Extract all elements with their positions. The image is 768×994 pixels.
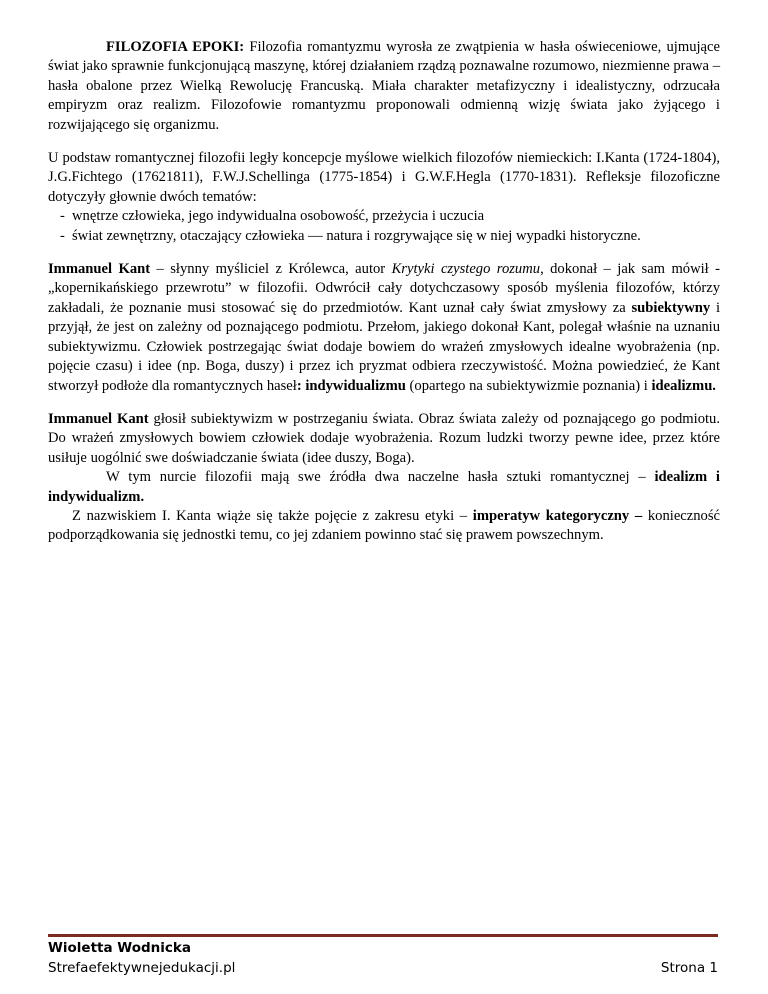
name-highlight: Immanuel Kant — [48, 410, 149, 427]
paragraph-text: Filozofia romantyzmu wyrosła ze zwątpienia w hasła oświeceniowe, ujmujące świat jako sprawnie funkcjonującą maszynę, której działaniem rządzą poznawalne rozumowo, niezmienne prawa – hasła obalone przez Wielką Rewolucję Francuską. Miała charakter metafizyczny i idealistyczny, odrzucała empiryzm oraz realizm. Filozofowie romantyzmu proponowali odmienną wizję świata jako żyjącego i rozwijającego się organizmu. — [48, 39, 720, 133]
term-highlight: subiektywny — [631, 299, 711, 316]
section-heading: FILOZOFIA EPOKI: — [106, 39, 245, 55]
list-item-text: wnętrze człowieka, jego indywidualna osobowość, przeżycia i uczucia — [72, 208, 485, 225]
paragraph-text: – słynny myśliciel z Królewca, autor — [150, 261, 392, 278]
footer-site: Strefaefektywnejedukacji.pl — [48, 960, 236, 976]
footer-author: Wioletta Wodnicka — [48, 940, 191, 956]
paragraph-text: , dokonał – jak sam mówił - „kopernikańskiego przewrotu” w filozofii. Odwrócił cały dotychczasowy sposób myślenia filozofów, którzy zakładali, że poznanie musi stosować się do przedmiotów. Kant uznał cały świat zmysłowy za — [48, 261, 721, 316]
list-item-text: świat zewnętrzny, otaczający człowieka — natura i rozgrywające się w niej wypadki historyczne. — [72, 227, 641, 244]
dash-bullet: - — [60, 227, 65, 244]
term-highlight: idealizm i indywidualizm. — [48, 469, 720, 505]
paragraph-philosophers — [48, 149, 720, 207]
paragraph-romantic-slogans — [48, 468, 720, 507]
name-highlight: Immanuel Kant — [48, 261, 151, 278]
document-body — [48, 38, 720, 546]
paragraph-text: Z nazwiskiem I. Kanta wiąże się także pojęcie z zakresu etyki – — [72, 507, 473, 524]
list-item — [48, 207, 720, 226]
page-footer — [48, 935, 718, 978]
paragraph-text: głosił subiektywizm w postrzeganiu świata. Obraz świata zależy od poznającego go podmiotu. Do wrażeń zmysłowych bowiem człowiek dodaje wyobrażenia. Rozum ludzki tworzy pewne idee, przez które usiłuje uogólnić swe doświadczanie świata (idee duszy, Boga). — [48, 410, 721, 466]
paragraph-kant-subjectivism — [48, 410, 720, 468]
paragraph-text: U podstaw romantycznej filozofii legły koncepcje myślowe wielkich filozofów niemieckich: I.Kanta (1724-1804), J.G.Fichtego (17621811), F.W.J.Schellinga (1775-1854) i G.W.F.Hegla (1770-1831). Refleksje filozoficzne dotyczyły głownie dwóch tematów: — [48, 150, 720, 205]
book-title: Krytyki czystego rozumu — [391, 261, 541, 278]
paragraph-imperative — [48, 507, 720, 546]
paragraph-filozofia-epoki — [48, 38, 720, 135]
paragraph-text: W tym nurcie filozofii mają swe źródła dwa naczelne hasła sztuki romantycznej – — [106, 469, 655, 486]
term-highlight: : indywidualizmu — [296, 377, 406, 394]
paragraph-text: (opartego na subiektywizmie poznania) i — [405, 377, 652, 394]
paragraph-text: i przyjął, że jest on zależny od poznającego podmiotu. Przełom, jakiego dokonał Kant, polegał właśnie na uznaniu subiektywizmu. Człowiek postrzegając świat dodaje bowiem do wrażeń zmysłowych idealne wyobrażenia (np. pojęcie czasu) i idee (np. Boga, duszy) i przez ich pryzmat odbiera rzeczywistość. Można powiedzieć, że Kant stworzył podłoże dla romantycznych haseł — [48, 299, 721, 394]
list-item — [48, 227, 720, 246]
term-highlight: idealizmu. — [651, 377, 716, 394]
footer-page-number: Strona 1 — [660, 960, 718, 976]
term-highlight: imperatyw kategoryczny – — [472, 507, 643, 524]
topics-list — [48, 207, 720, 246]
paragraph-kant-intro — [48, 260, 720, 396]
paragraph-text: konieczność podporządkowania się jednostki temu, co jej zdaniem powinno stać się prawem powszechnym. — [48, 507, 721, 544]
dash-bullet: - — [60, 208, 65, 225]
